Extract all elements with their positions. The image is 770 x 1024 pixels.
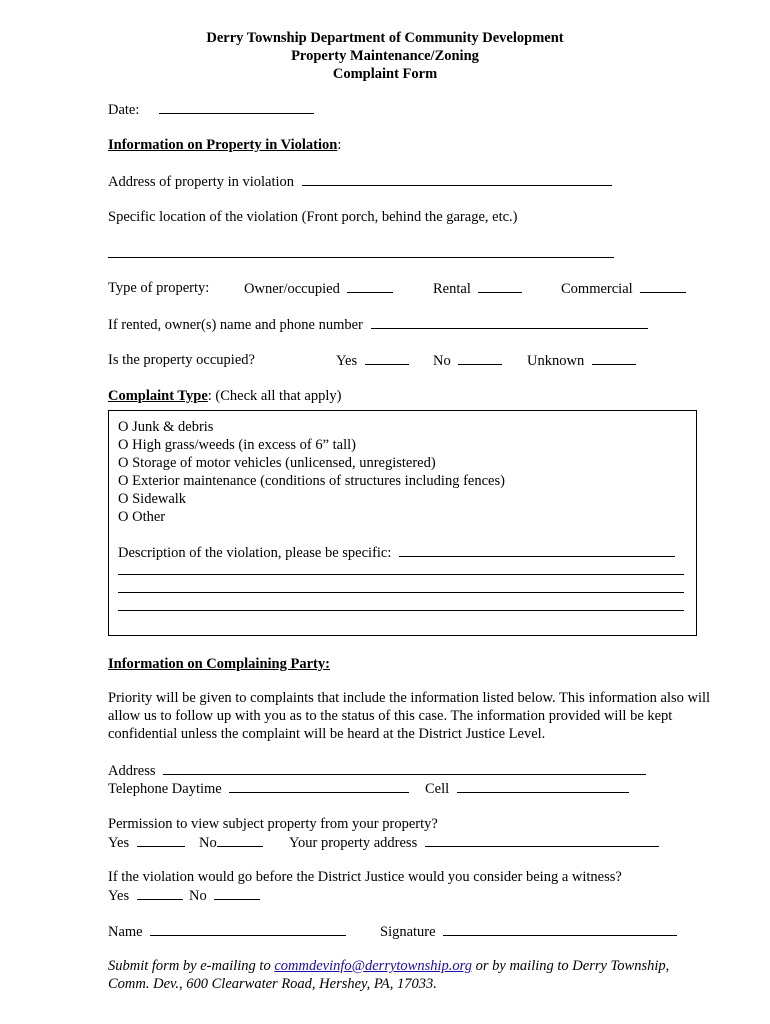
party-address-label: Address	[108, 763, 156, 779]
violation-description-field[interactable]	[399, 543, 675, 557]
property-section-heading: Information on Property in Violation	[108, 137, 338, 153]
owner-name-phone-row	[108, 315, 648, 334]
party-cell-row	[425, 779, 629, 798]
complaint-option-grass[interactable]: O High grass/weeds (in excess of 6” tall)	[118, 437, 356, 453]
submit-instructions-line-2: Comm. Dev., 600 Clearwater Road, Hershey, PA, 17033.	[108, 976, 437, 992]
occupied-unknown-option: Unknown	[527, 351, 636, 370]
complaining-party-heading: Information on Complaining Party:	[108, 656, 330, 672]
property-section-heading-row: Information on Property in Violation:	[108, 137, 342, 153]
occupied-yes-option: Yes	[336, 351, 409, 370]
occupied-unknown-field[interactable]	[592, 351, 636, 365]
property-type-commercial-field[interactable]	[640, 279, 686, 293]
complaint-option-exterior[interactable]: O Exterior maintenance (conditions of structures including fences)	[118, 473, 505, 489]
party-phone-field[interactable]	[229, 779, 409, 793]
witness-no-option: No	[189, 886, 260, 905]
violation-description-line-3[interactable]	[118, 592, 684, 593]
permission-yes-option: Yes	[108, 833, 185, 852]
complaint-option-junk[interactable]: O Junk & debris	[118, 419, 214, 435]
violation-description-line-2[interactable]	[118, 574, 684, 575]
property-type-rental-option: Rental	[433, 279, 522, 298]
witness-no-field[interactable]	[214, 886, 260, 900]
party-address-row	[108, 761, 646, 780]
complaint-option-vehicles[interactable]: O Storage of motor vehicles (unlicensed, unregistered)	[118, 455, 436, 471]
name-field[interactable]	[150, 922, 346, 936]
your-property-address-row	[289, 833, 659, 852]
permission-question: Permission to view subject property from your property?	[108, 816, 438, 832]
form-title-line-3: Complaint Form	[332, 66, 438, 82]
your-property-address-field[interactable]	[425, 833, 659, 847]
party-phone-row	[108, 779, 409, 798]
witness-yes-option: Yes	[108, 886, 183, 905]
property-address-field[interactable]	[302, 172, 612, 186]
property-type-rental-field[interactable]	[478, 279, 522, 293]
violation-description-line-4[interactable]	[118, 610, 684, 611]
violation-description-label: Description of the violation, please be specific:	[118, 545, 392, 561]
property-type-owner-field[interactable]	[347, 279, 393, 293]
date-row	[108, 100, 314, 119]
permission-yes-field[interactable]	[137, 833, 185, 847]
property-type-owner-option: Owner/occupied	[244, 279, 393, 298]
complaint-type-heading: Complaint Type	[108, 388, 208, 404]
submit-instructions-line-1: Submit form by e-mailing to commdevinfo@derrytownship.org or by mailing to Derry Township,	[108, 958, 670, 974]
complaint-option-sidewalk[interactable]: O Sidewalk	[118, 491, 187, 507]
date-label: Date:	[108, 102, 140, 118]
email-link[interactable]: commdevinfo@derrytownship.org	[274, 958, 472, 974]
signature-label: Signature	[380, 924, 436, 940]
name-label: Name	[108, 924, 143, 940]
party-cell-label: Cell	[425, 781, 450, 797]
party-cell-field[interactable]	[457, 779, 629, 793]
date-field[interactable]	[159, 100, 314, 114]
witness-yes-field[interactable]	[137, 886, 183, 900]
violation-description-row	[118, 543, 675, 562]
violation-location-label: Specific location of the violation (Front porch, behind the garage, etc.)	[108, 209, 518, 225]
signature-field[interactable]	[443, 922, 677, 936]
property-type-label: Type of property:	[108, 280, 210, 296]
complaint-type-heading-row: Complaint Type: (Check all that apply)	[108, 388, 342, 404]
party-address-field[interactable]	[163, 761, 646, 775]
your-property-address-label: Your property address	[289, 835, 418, 851]
owner-name-phone-field[interactable]	[371, 315, 648, 329]
violation-location-field[interactable]	[108, 257, 614, 258]
property-type-commercial-option: Commercial	[561, 279, 686, 298]
permission-no-option: No	[199, 833, 263, 852]
name-row	[108, 922, 346, 941]
permission-no-field[interactable]	[217, 833, 263, 847]
occupied-yes-field[interactable]	[365, 351, 409, 365]
property-address-row	[108, 172, 612, 191]
occupied-no-field[interactable]	[458, 351, 502, 365]
occupied-label: Is the property occupied?	[108, 352, 255, 368]
property-address-label: Address of property in violation	[108, 174, 295, 190]
witness-question: If the violation would go before the District Justice would you consider being a witness?	[108, 869, 622, 885]
occupied-no-option: No	[433, 351, 502, 370]
signature-row	[380, 922, 677, 941]
priority-paragraph: Priority will be given to complaints that include the information listed below. This information also will allow us to follow up with you as to the status of this case. The information provided will be kept confidential unless the complaint will be heard at the District Justice Level.	[108, 690, 711, 742]
form-title-line-1: Derry Township Department of Community Development	[206, 30, 564, 46]
party-phone-label: Telephone Daytime	[108, 781, 222, 797]
complaint-option-other[interactable]: O Other	[118, 509, 166, 525]
owner-name-phone-label: If rented, owner(s) name and phone number	[108, 317, 363, 333]
form-title-line-2: Property Maintenance/Zoning	[291, 48, 479, 64]
